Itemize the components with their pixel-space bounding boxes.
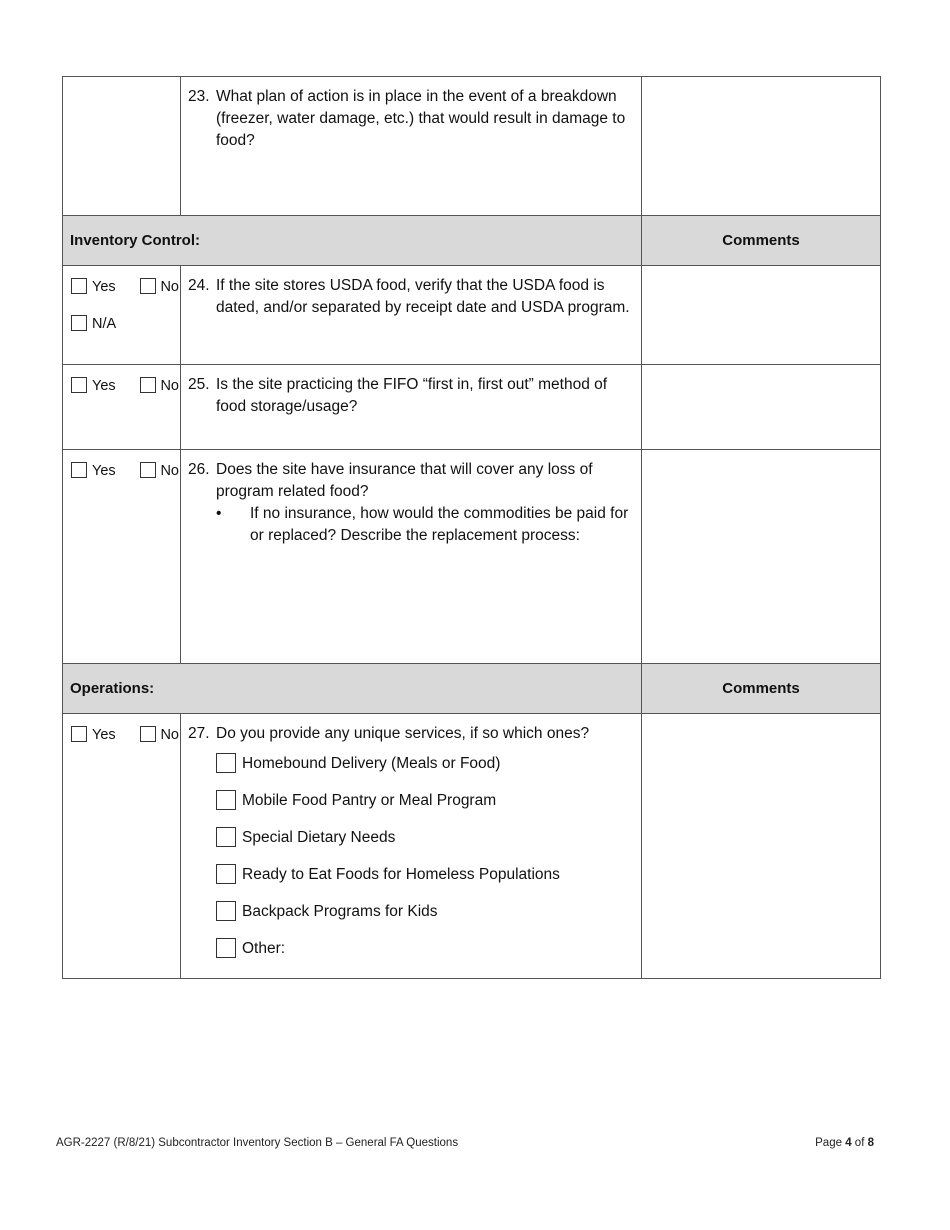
option-label: Other: xyxy=(242,940,286,957)
question-cell xyxy=(181,714,642,979)
checkbox-box[interactable] xyxy=(216,827,236,847)
answer-cell xyxy=(63,266,181,365)
yes-label: Yes xyxy=(92,727,116,743)
footer-page-number xyxy=(815,1137,874,1149)
no-checkbox[interactable] xyxy=(140,460,179,482)
question-number: 27. xyxy=(188,725,210,742)
checkbox-box[interactable] xyxy=(140,278,156,294)
question-text: Do you provide any unique services, if so which ones? xyxy=(216,725,590,742)
question-row-23 xyxy=(63,77,881,216)
bullet-text: If no insurance, how would the commodities be paid for or replaced? Describe the replacement process: xyxy=(250,505,629,544)
checkbox-box[interactable] xyxy=(71,278,87,294)
comments-header: Comments xyxy=(642,664,881,714)
page-total: 8 xyxy=(867,1137,874,1149)
yes-label: Yes xyxy=(92,463,116,479)
checkbox-box[interactable] xyxy=(140,726,156,742)
option-backpack-programs[interactable] xyxy=(216,901,633,938)
no-label: No xyxy=(160,463,179,479)
yes-checkbox[interactable] xyxy=(71,727,116,743)
question-cell xyxy=(181,77,642,216)
no-label: No xyxy=(160,279,179,295)
answer-cell xyxy=(63,450,181,664)
question-cell xyxy=(181,365,642,450)
answer-cell xyxy=(63,714,181,979)
page-current: 4 xyxy=(845,1137,852,1149)
bullet-item xyxy=(216,503,633,547)
checkbox-box[interactable] xyxy=(216,753,236,773)
question-row-24 xyxy=(63,266,881,365)
section-title: Operations: xyxy=(63,664,642,714)
option-label: Mobile Food Pantry or Meal Program xyxy=(242,792,497,809)
comments-header: Comments xyxy=(642,216,881,266)
comments-cell[interactable] xyxy=(642,450,881,664)
checkbox-box[interactable] xyxy=(140,377,156,393)
page-label: Page xyxy=(815,1137,842,1149)
section-header-inventory-control xyxy=(63,216,881,266)
option-label: Backpack Programs for Kids xyxy=(242,903,438,920)
yes-label: Yes xyxy=(92,279,116,295)
option-label: Homebound Delivery (Meals or Food) xyxy=(242,755,501,772)
yes-checkbox[interactable] xyxy=(71,378,116,394)
question-number: 24. xyxy=(188,277,210,294)
na-checkbox[interactable] xyxy=(71,316,116,332)
question-cell xyxy=(181,266,642,365)
comments-cell[interactable] xyxy=(642,266,881,365)
question-row-26 xyxy=(63,450,881,664)
no-label: No xyxy=(160,727,179,743)
option-special-dietary-needs[interactable] xyxy=(216,827,633,864)
question-cell xyxy=(181,450,642,664)
comments-cell[interactable] xyxy=(642,77,881,216)
checkbox-box[interactable] xyxy=(216,938,236,958)
page-of: of xyxy=(854,1137,865,1149)
question-row-27 xyxy=(63,714,881,979)
question-text: If the site stores USDA food, verify that the USDA food is dated, and/or separated by receipt date and USDA program. xyxy=(216,277,630,316)
option-mobile-food-pantry[interactable] xyxy=(216,790,633,827)
checkbox-box[interactable] xyxy=(71,315,87,331)
question-number: 25. xyxy=(188,376,210,393)
section-header-operations xyxy=(63,664,881,714)
checkbox-box[interactable] xyxy=(216,864,236,884)
no-checkbox[interactable] xyxy=(140,375,179,397)
checkbox-box[interactable] xyxy=(71,377,87,393)
option-label: Special Dietary Needs xyxy=(242,829,396,846)
question-number: 23. xyxy=(188,88,210,105)
comments-cell[interactable] xyxy=(642,714,881,979)
checkbox-box[interactable] xyxy=(216,790,236,810)
questionnaire-table xyxy=(62,76,881,979)
yes-label: Yes xyxy=(92,378,116,394)
question-number: 26. xyxy=(188,461,210,478)
checkbox-box[interactable] xyxy=(71,726,87,742)
bullet-icon: • xyxy=(216,505,222,522)
option-label: Ready to Eat Foods for Homeless Populations xyxy=(242,866,560,883)
question-row-25 xyxy=(63,365,881,450)
yes-checkbox[interactable] xyxy=(71,279,116,295)
option-ready-to-eat-foods[interactable] xyxy=(216,864,633,901)
no-checkbox[interactable] xyxy=(140,724,179,746)
checkbox-box[interactable] xyxy=(140,462,156,478)
service-options xyxy=(216,753,633,975)
yes-checkbox[interactable] xyxy=(71,463,116,479)
question-text: Is the site practicing the FIFO “first in, first out” method of food storage/usage? xyxy=(216,376,608,415)
question-text: Does the site have insurance that will cover any loss of program related food? xyxy=(216,461,593,500)
checkbox-box[interactable] xyxy=(71,462,87,478)
no-checkbox[interactable] xyxy=(140,276,179,298)
option-homebound-delivery[interactable] xyxy=(216,753,633,790)
section-title: Inventory Control: xyxy=(63,216,642,266)
question-text: What plan of action is in place in the event of a breakdown (freezer, water damage, etc.) that would result in damage to food? xyxy=(216,88,626,149)
comments-cell[interactable] xyxy=(642,365,881,450)
answer-cell xyxy=(63,365,181,450)
checkbox-box[interactable] xyxy=(216,901,236,921)
option-other[interactable] xyxy=(216,938,633,975)
answer-cell xyxy=(63,77,181,216)
na-label: N/A xyxy=(92,316,117,332)
no-label: No xyxy=(160,378,179,394)
footer-form-id: AGR-2227 (R/8/21) Subcontractor Inventory Section B – General FA Questions xyxy=(56,1137,459,1149)
